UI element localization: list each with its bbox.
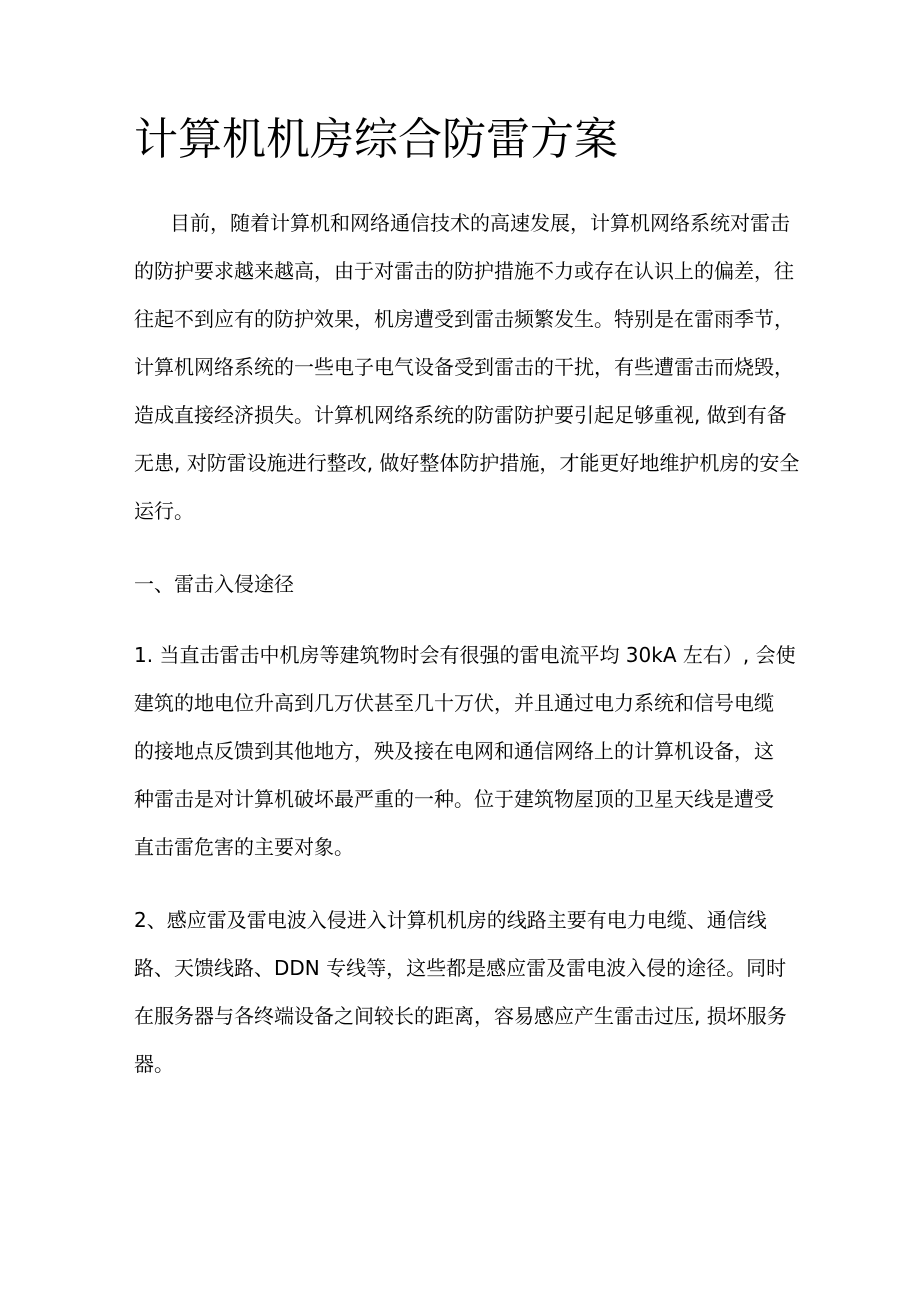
point-2-paragraph (134, 896, 794, 1088)
section-heading-text: 一、雷击入侵途径 (134, 572, 294, 596)
intro-line: 计算机网络系统的一些电子电气设备受到雷击的干扰，有些遭雷击而烧毁， (134, 355, 794, 379)
point-2-line: 路、天馈线路、DDN 专线等，这些都是感应雷及雷电波入侵的途径。同时 (134, 956, 787, 980)
intro-paragraph (134, 199, 800, 535)
point-1-line: 直击雷危害的主要对象。 (134, 835, 354, 859)
document-title: 计算机机房综合防雷方案 (134, 114, 618, 165)
point-2-line: 器。 (134, 1052, 174, 1076)
point-1-line: 种雷击是对计算机破坏最严重的一种。位于建筑物屋顶的卫星天线是遭受 (134, 787, 774, 811)
intro-line: 的防护要求越来越高，由于对雷击的防护措施不力或存在认识上的偏差，往 (134, 259, 794, 283)
point-1-line: 的接地点反馈到其他地方，殃及接在电网和通信网络上的计算机设备，这 (134, 739, 774, 763)
point-1-paragraph (134, 631, 794, 871)
intro-line: 目前，随着计算机和网络通信技术的高速发展，计算机网络系统对雷击 (170, 211, 790, 235)
intro-line: 无患, 对防雷设施进行整改, 做好整体防护措施，才能更好地维护机房的安全 (134, 451, 800, 475)
intro-line: 运行。 (134, 499, 194, 523)
section-heading (134, 560, 794, 608)
intro-line: 造成直接经济损失。计算机网络系统的防雷防护要引起足够重视, 做到有备 (134, 403, 787, 427)
point-2-line: 2、感应雷及雷电波入侵进入计算机机房的线路主要有电力电缆、通信线 (134, 908, 767, 932)
point-1-line: 1. 当直击雷击中机房等建筑物时会有很强的雷电流平均 30kA 左右）, 会使 (134, 643, 796, 667)
intro-line: 往起不到应有的防护效果，机房遭受到雷击频繁发生。特别是在雷雨季节， (134, 307, 794, 331)
point-2-line: 在服务器与各终端设备之间较长的距离，容易感应产生雷击过压, 损坏服务 (134, 1004, 787, 1028)
point-1-line: 建筑的地电位升高到几万伏甚至几十万伏，并且通过电力系统和信号电缆 (134, 691, 774, 715)
